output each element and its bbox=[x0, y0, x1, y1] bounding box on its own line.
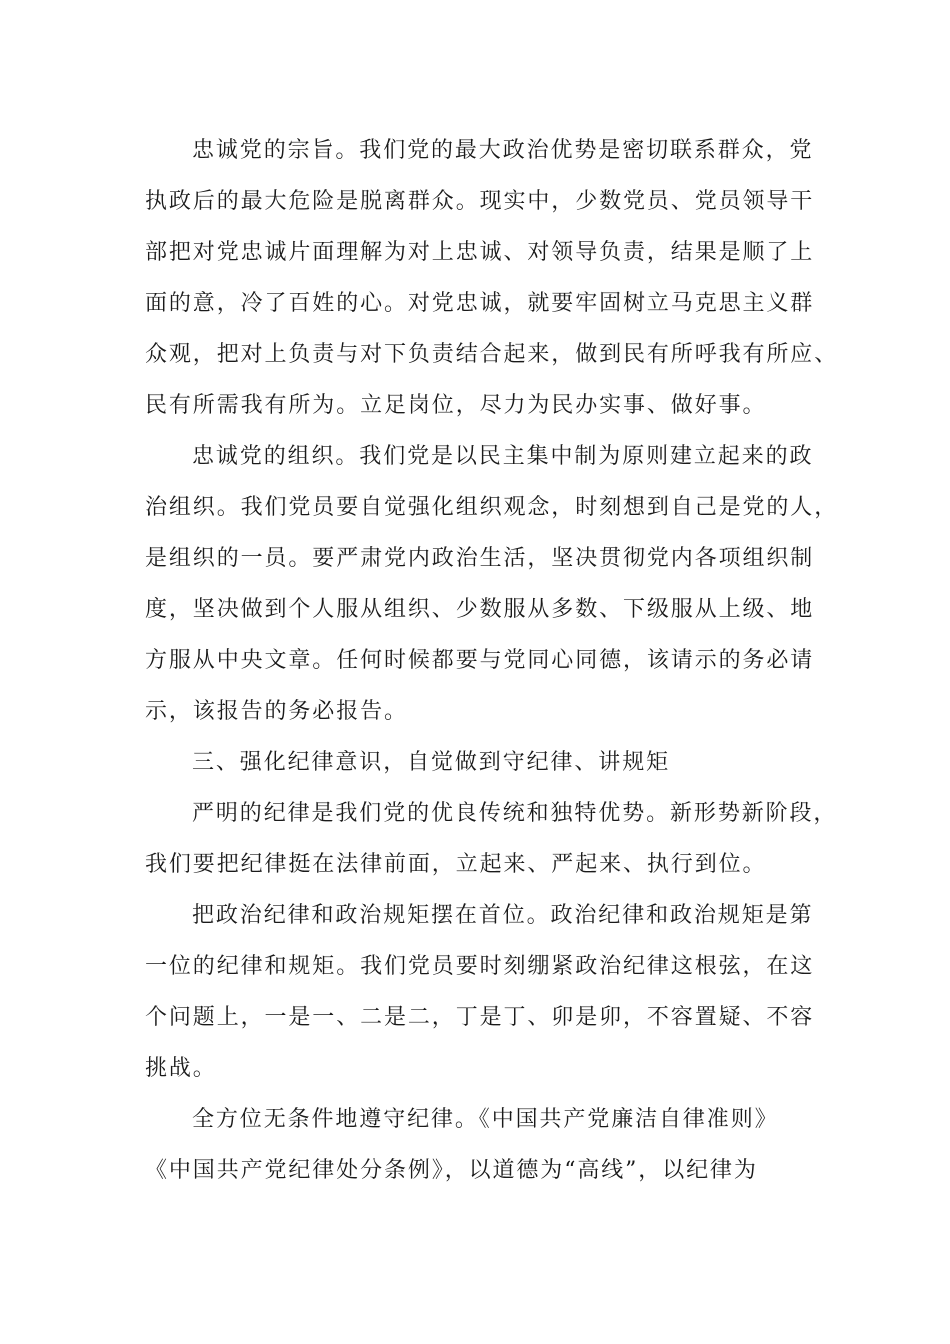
paragraph-line: 治组织。我们党员要自觉强化组织观念，时刻想到自己是党的人， bbox=[145, 495, 839, 520]
section-heading: 三、强化纪律意识，自觉做到守纪律、讲规矩 bbox=[192, 750, 671, 775]
paragraph-line: 部把对党忠诚片面理解为对上忠诚、对领导负责，结果是顺了上 bbox=[145, 240, 815, 265]
paragraph-line: 我们要把纪律挺在法律前面，立起来、严起来、执行到位。 bbox=[145, 852, 767, 877]
paragraph-line: 执政后的最大危险是脱离群众。现实中，少数党员、党员领导干 bbox=[145, 189, 815, 214]
paragraph-line: 忠诚党的宗旨。我们党的最大政治优势是密切联系群众，党 bbox=[192, 138, 814, 163]
paragraph-line: 一位的纪律和规矩。我们党员要时刻绷紧政治纪律这根弦，在这 bbox=[145, 954, 815, 979]
paragraph-line: 严明的纪律是我们党的优良传统和独特优势。新形势新阶段， bbox=[192, 801, 838, 826]
paragraph-line: 个问题上，一是一、二是二，丁是丁、卯是卯，不容置疑、不容 bbox=[145, 1005, 815, 1030]
paragraph-line: 度，坚决做到个人服从组织、少数服从多数、下级服从上级、地 bbox=[145, 597, 815, 622]
paragraph-line: 示，该报告的务必报告。 bbox=[145, 699, 408, 724]
paragraph-line: 面的意，冷了百姓的心。对党忠诚，就要牢固树立马克思主义群 bbox=[145, 291, 815, 316]
paragraph-line: 忠诚党的组织。我们党是以民主集中制为原则建立起来的政 bbox=[192, 444, 814, 469]
paragraph-line: 方服从中央文章。任何时候都要与党同心同德，该请示的务必请 bbox=[145, 648, 815, 673]
paragraph-line: 挑战。 bbox=[145, 1056, 217, 1081]
paragraph-line: 全方位无条件地遵守纪律。《中国共产党廉洁自律准则》 bbox=[192, 1107, 779, 1132]
paragraph-line: 众观，把对上负责与对下负责结合起来，做到民有所呼我有所应、 bbox=[145, 342, 839, 367]
paragraph-line: 是组织的一员。要严肃党内政治生活，坚决贯彻党内各项组织制 bbox=[145, 546, 815, 571]
paragraph-line: 把政治纪律和政治规矩摆在首位。政治纪律和政治规矩是第 bbox=[192, 903, 814, 928]
paragraph-line: 民有所需我有所为。立足岗位，尽力为民办实事、做好事。 bbox=[145, 393, 767, 418]
paragraph-line: 《中国共产党纪律处分条例》，以道德为“高线”，以纪律为 bbox=[145, 1158, 758, 1183]
